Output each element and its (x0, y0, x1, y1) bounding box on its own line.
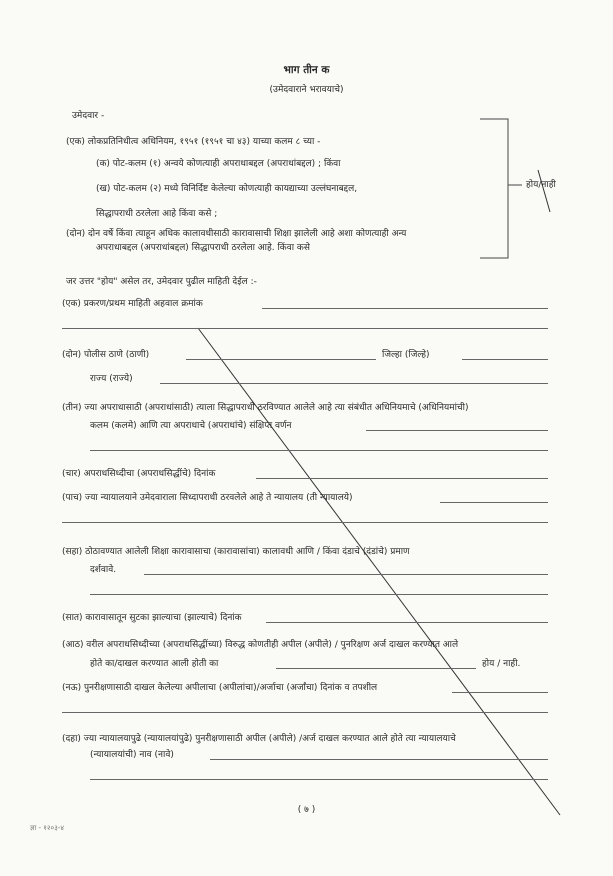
item-5-field-line2[interactable] (62, 522, 548, 523)
item-3-label-line2: कलम (कलमे) आणि त्या अपराधाचे (अपराधांचे) संक्षिप्त वर्णन (90, 421, 292, 431)
item-1-field-line2[interactable] (62, 328, 548, 329)
footer-code: ज्ञा - १२०३-४ (30, 824, 65, 832)
clause-kha: (ख) पोट-कलम (२) मध्ये विनिर्दिष्ट केलेल्या कोणत्याही कायद्याच्या उल्लंघनाबद्दल, (96, 184, 358, 194)
item-3-field-line2[interactable] (90, 450, 548, 451)
item-2-district-label: जिल्हा (जिल्हे) (382, 350, 430, 360)
item-8-yes-no: होय / नाही. (482, 659, 521, 669)
clause-ek: (एक) लोकप्रतिनिधीत्व अधिनियम, १९५१ (१९५१ चा ४३) याच्या कलम ८ च्या - (66, 137, 321, 147)
item-3-label-line1: (तीन) ज्या अपराधासाठी (अपराधांसाठी) त्याला सिद्धापराधी ठरविण्यात आलेले आहे त्या संबंधीत अधिनियमाचे (अधिनियमांची) (62, 403, 469, 413)
section-heading: उमेदवार - (72, 111, 105, 121)
margin-answer-yes-no: होय/नाही (526, 180, 556, 190)
item-6-label-line2: दर्शवावे. (90, 565, 117, 575)
item-6-field-line2[interactable] (90, 594, 548, 595)
item-10-label-line2: (न्यायालयांची) नाव (नावे) (90, 750, 174, 760)
item-5-label: (पाच) ज्या न्यायालयाने उमेदवाराला सिध्दापराधी ठरवलेले आहे ते न्यायालय (ती न्यायालये) (62, 493, 353, 503)
item-10-field[interactable] (210, 759, 548, 760)
item-9-field[interactable] (452, 692, 548, 693)
item-6-label-line1: (सहा) ठोठावण्यात आलेली शिक्षा कारावासाचा (कारावासांचा) कालावधी आणि / किंवा दंडाचे (दंडांचे) प्रमाण (62, 547, 410, 557)
page-number: ( ७ ) (297, 805, 316, 815)
item-9-field-line2[interactable] (62, 712, 548, 713)
item-6-field[interactable] (144, 574, 548, 575)
item-2-police-field[interactable] (186, 359, 376, 360)
item-1-field[interactable] (262, 308, 548, 309)
item-7-field[interactable] (266, 622, 548, 623)
item-8-field[interactable] (276, 668, 476, 669)
page-title: भाग तीन क (283, 64, 330, 76)
item-1-label: (एक) प्रकरण/प्रथम माहिती अहवाल क्रमांक (62, 299, 203, 309)
item-9-label: (नऊ) पुनरीक्षणासाठी दाखल केलेल्या अपीलाचा (अपीलांचा)/अर्जाचा (अर्जांचा) दिनांक व तपशील (62, 683, 378, 693)
page-subtitle: (उमेदवाराने भरावयाचे) (269, 85, 344, 95)
clause-siddha: सिद्धापराधी ठरलेला आहे किंवा कसे ; (96, 209, 218, 219)
item-2-state-field[interactable] (160, 383, 548, 384)
item-2-district-field[interactable] (462, 359, 548, 360)
item-5-field[interactable] (440, 502, 548, 503)
intro-text: जर उत्तर "होय" असेल तर, उमेदवार पुढील माहिती देईल :- (66, 277, 257, 287)
clause-don-line2: अपराधाबद्दल (अपराधांबद्दल) सिद्धापराधी ठरलेला आहे. किंवा कसे (96, 243, 310, 253)
item-10-field-line2[interactable] (90, 779, 548, 780)
item-2-police-label: (दोन) पोलीस ठाणे (ठाणी) (62, 350, 150, 360)
item-3-field[interactable] (366, 430, 548, 431)
item-4-field[interactable] (256, 478, 548, 479)
item-8-label-line1: (आठ) वरील अपराधसिध्दीच्या (अपराधसिद्धींच्या) विरुद्ध कोणतीही अपील (अपीले) / पुनरिक्षण अर्ज दाखल करण्यात आले (62, 640, 459, 650)
clause-don-line1: (दोन) दोन वर्षे किंवा त्याहून अधिक कालावधीसाठी कारावासाची शिक्षा झालेली आहे अशा कोणत्याही अन्य (66, 229, 407, 239)
item-2-state-label: राज्य (राज्ये) (90, 374, 133, 384)
clause-ka: (क) पोट-कलम (१) अन्वये कोणत्याही अपराधाबद्दल (अपराधांबद्दल) ; किंवा (96, 159, 341, 169)
item-10-label-line1: (दहा) ज्या न्यायालयापुढे (न्यायालयांपुढे) पुनरीक्षणासाठी अपील (अपीले) /अर्ज दाखल करण्यात आले होते त्या न्यायालयाचे (62, 734, 456, 744)
item-4-label: (चार) अपराधसिध्दीचा (अपराधसिद्धींचे) दिनांक (62, 469, 216, 479)
item-8-label-line2: होते का/दाखल करण्यात आली होती का (90, 659, 219, 669)
item-7-label: (सात) कारावासातून सुटका झाल्याचा (झाल्याचे) दिनांक (62, 613, 242, 623)
